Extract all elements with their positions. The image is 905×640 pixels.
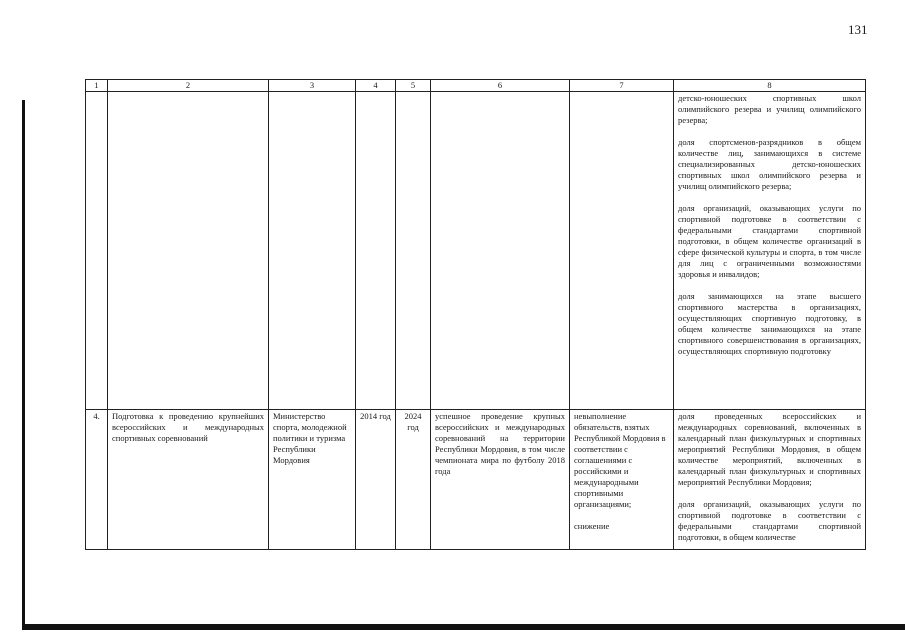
- header-row: [86, 80, 866, 92]
- header-col-8: 8: [674, 80, 866, 92]
- consequence-text: невыполнение обязательств, взятых Республикой Мордовия в соответствии с соглашениями с российскими и международными спортивными организациями;: [574, 411, 666, 509]
- cell-empty: [269, 92, 356, 410]
- scan-edge-bottom: [22, 624, 905, 630]
- page-number: 131: [848, 22, 868, 37]
- cell-empty: [356, 92, 396, 410]
- header-col-5: 5: [396, 80, 431, 92]
- cell-empty: [396, 92, 431, 410]
- scan-edge-left: [22, 100, 25, 627]
- measure-name: Подготовка к проведению крупнейших всероссийских и международных спортивных соревнований: [108, 410, 269, 550]
- cell-empty: [108, 92, 269, 410]
- consequence-continued: снижение: [574, 521, 610, 531]
- end-year: 2024 год: [396, 410, 431, 550]
- consequences: [570, 410, 674, 550]
- cell-empty: [86, 92, 108, 410]
- header-col-2: 2: [108, 80, 269, 92]
- row-number: 4.: [86, 410, 108, 550]
- indicator-paragraph: доля спортсменов-разрядников в общем количестве лиц, занимающихся в системе специализированных детско-юношеских спортивных школ олимпийского резерва и училищ олимпийского резерва;: [678, 137, 861, 191]
- continued-row: [86, 92, 866, 410]
- header-col-6: 6: [431, 80, 570, 92]
- header-col-4: 4: [356, 80, 396, 92]
- cell-indicators-continued: [674, 92, 866, 410]
- indicator-paragraph: доля организаций, оказывающих услуги по спортивной подготовке в соответствии с федеральными стандартами спортивной подготовки, в общем количестве организаций в сфере физической культуры и спорта, в том числе для лиц с ограниченными возможностями здоровья и инвалидов;: [678, 203, 861, 279]
- table-row-4: [86, 410, 866, 550]
- cell-indicators: [674, 410, 866, 550]
- indicator-paragraph: детско-юношеских спортивных школ олимпийского резерва и училищ олимпийского резерва;: [678, 93, 861, 125]
- expected-result: успешное проведение крупных всероссийских и международных соревнований на территории Республики Мордовия, в том числе чемпионата мира по футболу 2018 года: [431, 410, 570, 550]
- start-year: 2014 год: [356, 410, 396, 550]
- cell-empty: [431, 92, 570, 410]
- cell-empty: [570, 92, 674, 410]
- header-col-7: 7: [570, 80, 674, 92]
- indicator-paragraph: доля организаций, оказывающих услуги по спортивной подготовке в соответствии с федеральными стандартами спортивной подготовки, в общем количестве: [678, 499, 861, 542]
- header-col-3: 3: [269, 80, 356, 92]
- indicator-paragraph: доля проведенных всероссийских и международных соревнований, включенных в календарный план физкультурных и спортивных мероприятий Республики Мордовия, в общем количестве мероприятий, включенных в календарный план физкультурных и спортивных мероприятий Республики Мордовия;: [678, 411, 861, 487]
- header-col-1: 1: [86, 80, 108, 92]
- executor: Министерство спорта, молодежной политики и туризма Республики Мордовия: [269, 410, 356, 550]
- indicator-paragraph: доля занимающихся на этапе высшего спортивного мастерства в организациях, осуществляющих спортивную подготовку, в общем количестве занимающихся на этапе спортивного совершенствования в организациях, осуществляющих спортивную подготовку: [678, 291, 861, 356]
- program-table: [85, 79, 866, 550]
